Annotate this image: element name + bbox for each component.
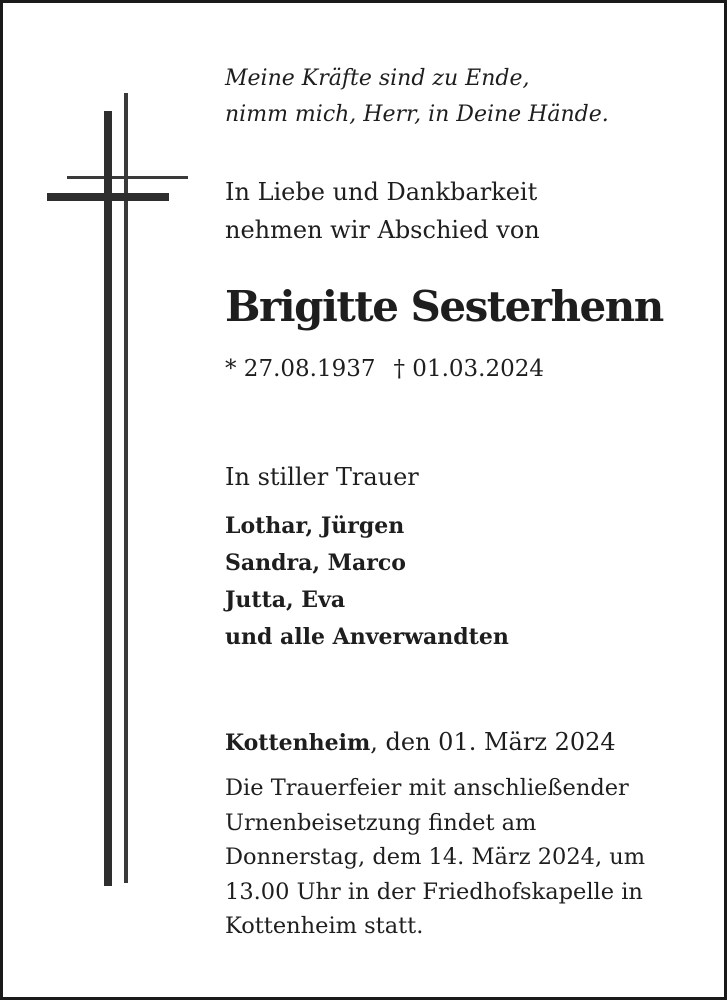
ceremony-notice <box>225 771 705 944</box>
life-dates <box>225 351 705 387</box>
ceremony-line: Donnerstag, dem 14. März 2024, um <box>225 844 646 870</box>
ceremony-line: 13.00 Uhr in der Friedhofskapelle in <box>225 878 643 905</box>
ceremony-line: Die Trauerfeier mit anschließender <box>225 775 629 801</box>
date-text: , den 01. März 2024 <box>370 728 616 756</box>
place-name: Kottenheim <box>225 730 371 756</box>
intro-line: In Liebe und Dankbarkeit <box>225 178 538 206</box>
family-entry: Sandra, Marco <box>225 550 406 576</box>
ceremony-line: Kottenheim statt. <box>225 913 424 939</box>
birth-date: * 27.08.1937 <box>225 356 376 382</box>
cross-thin-vertical <box>124 93 128 883</box>
intro-line: nehmen wir Abschied von <box>225 216 540 244</box>
ceremony-line: Urnenbeisetzung findet am <box>225 809 537 836</box>
deceased-name: Brigitte Sesterhenn <box>225 282 663 331</box>
cross-thick-vertical <box>104 111 112 886</box>
motto-line: Meine Kräfte sind zu Ende, <box>225 66 530 91</box>
mourning-label: In stiller Trauer <box>225 463 419 491</box>
motto-line: nimm mich, Herr, in Deine Hände. <box>225 102 609 127</box>
family-list <box>225 508 705 656</box>
motto-verse <box>225 61 705 133</box>
place-date <box>225 723 705 762</box>
intro-text <box>225 173 705 249</box>
cross-thin-horizontal <box>67 176 188 179</box>
death-date: † 01.03.2024 <box>393 356 544 382</box>
family-entry: Jutta, Eva <box>225 587 346 613</box>
family-entry: Lothar, Jürgen <box>225 513 405 539</box>
family-entry: und alle Anverwandten <box>225 624 509 650</box>
cross-thick-horizontal <box>47 193 169 201</box>
